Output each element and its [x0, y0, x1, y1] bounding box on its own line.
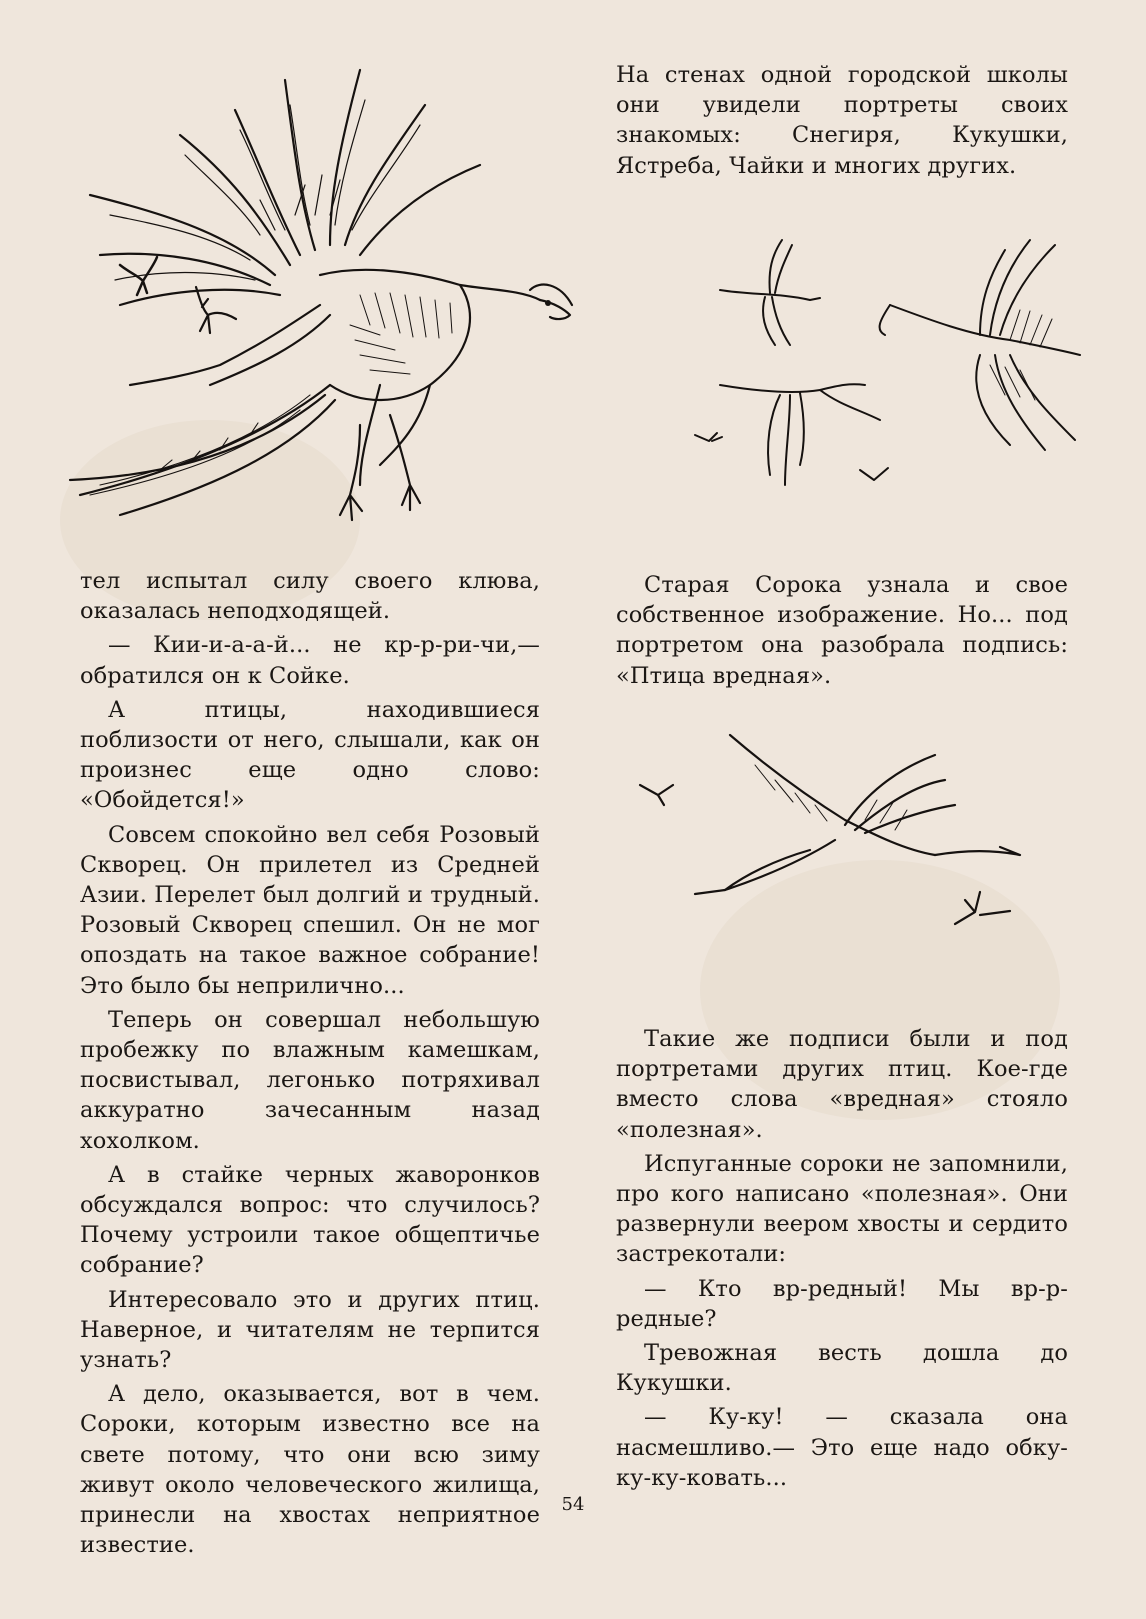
- paragraph: — Кии-и-а-а-й... не кр-р-ри-чи,— обратился он к Сойке.: [80, 632, 540, 689]
- paragraph: Такие же подписи были и под портретами других птиц. Кое-где вместо слова «вредная» стояло «полезная».: [616, 1026, 1068, 1143]
- paragraph: Испуганные сороки не запомнили, про кого написано «полезная». Они развернули веером хвосты и сердито застрекотали:: [616, 1150, 1068, 1268]
- right-column-middle: [616, 566, 1068, 691]
- paragraph: Интересовало это и других птиц. Наверное, и читателям не терпится узнать?: [80, 1286, 540, 1374]
- hawk-illustration: [60, 65, 580, 545]
- right-column-bottom: [616, 1020, 1068, 1493]
- paragraph: — Ку-ку! — сказала она насмешливо.— Это еще надо обку-ку-ку-ковать...: [616, 1404, 1068, 1491]
- paragraph: Старая Сорока узнала и свое собственное изображение. Но... под портретом она разобрала подпись: «Птица вредная».: [616, 572, 1068, 689]
- left-column: [80, 566, 540, 1561]
- paragraph: тел испытал силу своего клюва, оказалась неподходящей.: [80, 568, 540, 625]
- paragraph: А птицы, находившиеся поблизости от него, слышали, как он произнес еще одно слово: «Обойдется!»: [80, 696, 540, 814]
- page-number: 54: [561, 1494, 585, 1515]
- paragraph: Тревожная весть дошла до Кукушки.: [616, 1340, 1068, 1397]
- right-column-top: [616, 60, 1068, 181]
- swallow-icon: [115, 255, 175, 305]
- paragraph: А дело, оказывается, вот в чем. Сороки, которым известно все на свете потому, что они всю зиму живут около человеческого жилища, принесли на хвостах неприятное известие.: [80, 1381, 540, 1559]
- paragraph: Теперь он совершал небольшую пробежку по влажным камешкам, посвистывал, легонько потряхивал аккуратно зачесанным назад хохолком.: [80, 1006, 540, 1154]
- stork-illustration: [635, 725, 1035, 965]
- birds-flock-illustration: [690, 205, 1130, 525]
- paragraph: А в стайке черных жаворонков обсуждался вопрос: что случилось? Почему устроили такое общептичье собрание?: [80, 1161, 540, 1279]
- paragraph: Совсем спокойно вел себя Розовый Скворец. Он прилетел из Средней Азии. Перелет был долгий и трудный. Розовый Скворец спешил. Он не мог опоздать на такое важное собрание! Это было бы неприлично...: [80, 821, 540, 999]
- paragraph: На стенах одной городской школы они увидели портреты своих знакомых: Снегиря, Кукушки, Ястреба, Чайки и многих других.: [616, 62, 1068, 179]
- paragraph: — Кто вр-редный! Мы вр-р-редные?: [616, 1275, 1068, 1332]
- swallow-icon: [188, 285, 248, 345]
